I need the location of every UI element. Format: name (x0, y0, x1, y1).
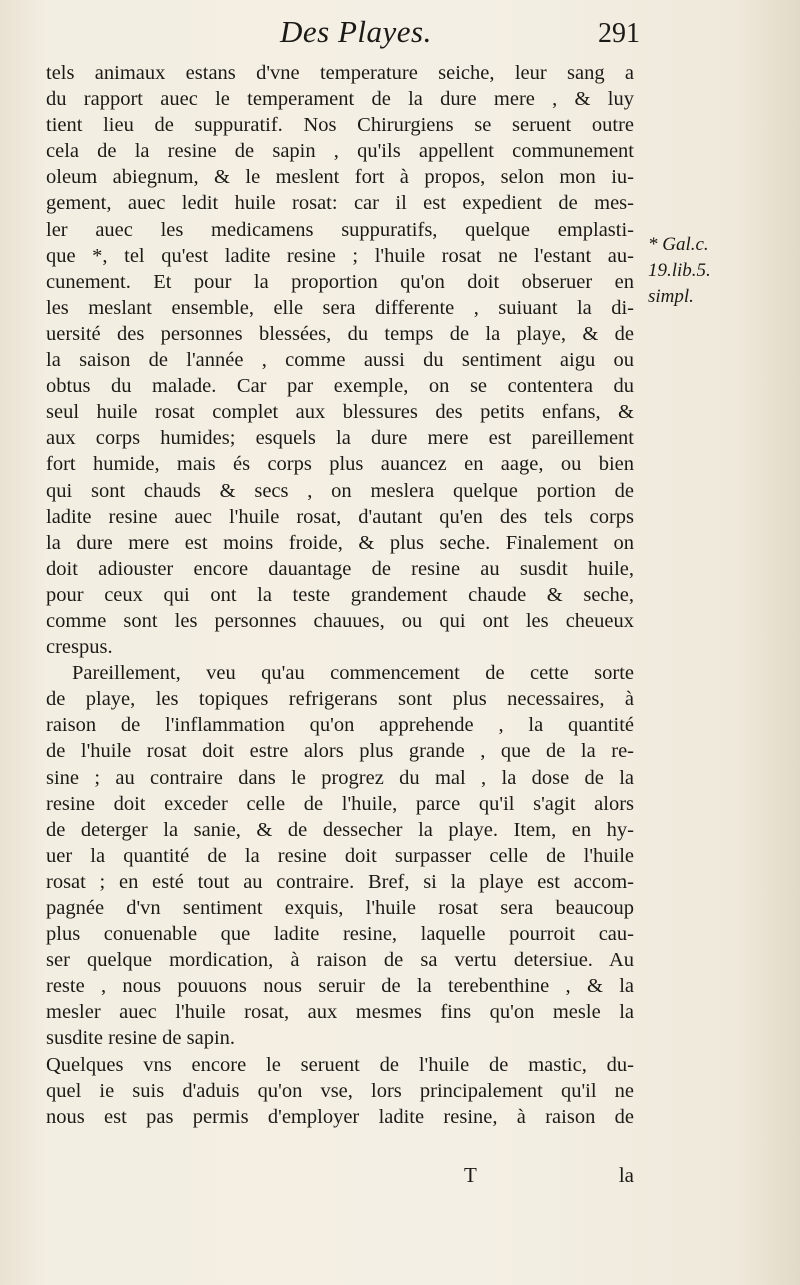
page-number: 291 (598, 18, 640, 49)
text-line: fort humide, mais és corps plus auancez en aage, ou bien (46, 453, 634, 476)
text-line: plus conuenable que ladite resine, laquelle pourroit cau- (46, 923, 634, 946)
text-line: comme sont les personnes chauues, ou qui ont les cheueux (46, 609, 634, 632)
signature-mark: T (464, 1163, 477, 1187)
text-line: ladite resine auec l'huile rosat, d'autant qu'en des tels corps (46, 505, 634, 528)
margin-note (648, 232, 768, 310)
text-line: resine doit exceder celle de l'huile, parce qu'il s'agit alors (46, 792, 634, 815)
text-line: les meslant ensemble, elle sera differente , suiuant la di- (46, 296, 634, 319)
margin-note-line: * Gal.c. (648, 234, 709, 255)
catchword: la (618, 1163, 634, 1187)
text-line: susdite resine de sapin. (46, 1027, 236, 1050)
text-line: uersité des personnes blessées, du temps de la playe, & de (46, 322, 634, 345)
text-line: de deterger la sanie, & de dessecher la playe. Item, en hy- (46, 818, 634, 841)
text-line: crespus. (46, 636, 113, 659)
margin-note-line: simpl. (648, 286, 694, 307)
text-line: seul huile rosat complet aux blessures des petits enfans, & (46, 401, 634, 424)
text-line: ser quelque mordication, à raison de sa vertu detersiue. Au (46, 949, 634, 972)
text-line: uer la quantité de la resine doit surpasser celle de l'huile (46, 844, 634, 867)
text-line: de l'huile rosat doit estre alors plus grande , que de la re- (46, 740, 634, 763)
page-header (40, 10, 640, 56)
text-line: reste , nous pouuons nous seruir de la terebenthine , & la (46, 975, 634, 998)
text-line: cunement. Et pour la proportion qu'on doit obseruer en (46, 270, 634, 293)
text-line: ler auec les medicamens suppuratifs, quelque emplasti- (46, 218, 634, 241)
text-line: la saison de l'année , comme aussi du sentiment aigu ou (46, 349, 634, 372)
text-line: du rapport auec le temperament de la dure mere , & luy (46, 88, 634, 111)
text-line: Quelques vns encore le seruent de l'huile de mastic, du- (46, 1053, 634, 1076)
text-line: rosat ; en esté tout au contraire. Bref, si la playe est accom- (46, 870, 634, 893)
text-line: doit adiouster encore dauantage de resine au susdit huile, (46, 557, 634, 580)
text-line: nous est pas permis d'employer ladite resine, à raison de (46, 1105, 634, 1128)
text-line: raison de l'inflammation qu'on apprehende , la quantité (46, 714, 634, 737)
text-line: que *, tel qu'est ladite resine ; l'huile rosat ne l'estant au- (46, 244, 634, 267)
text-line: oleum abiegnum, & le meslent fort à propos, selon mon iu- (46, 166, 634, 189)
text-line: quel ie suis d'aduis qu'on vse, lors principalement qu'il ne (46, 1079, 634, 1102)
text-line: aux corps humides; esquels la dure mere est pareillement (46, 427, 634, 450)
text-line: mesler auec l'huile rosat, aux mesmes fins qu'on mesle la (46, 1001, 634, 1024)
text-line: gement, auec ledit huile rosat: car il est expedient de mes- (46, 192, 634, 215)
margin-note-line: 19.lib.5. (648, 260, 711, 281)
text-line: tels animaux estans d'vne temperature seiche, leur sang a (46, 62, 634, 84)
text-line: sine ; au contraire dans le progrez du mal , la dose de la (46, 766, 634, 789)
text-line: tient lieu de suppuratif. Nos Chirurgiens se seruent outre (46, 114, 634, 137)
text-line: qui sont chauds & secs , on meslera quelque portion de (46, 479, 634, 502)
text-line: obtus du malade. Car par exemple, on se contentera du (46, 375, 634, 398)
page-footer (46, 1163, 634, 1193)
running-title: Des Playes. (280, 14, 432, 49)
text-line: la dure mere est moins froide, & plus seche. Finalement on (46, 531, 634, 554)
text-line: Pareillement, veu qu'au commencement de cette sorte (72, 662, 634, 685)
text-line: de playe, les topiques refrigerans sont plus necessaires, à (46, 688, 634, 711)
body-text (46, 60, 634, 1130)
text-line: pagnée d'vn sentiment exquis, l'huile rosat sera beaucoup (46, 897, 634, 919)
text-line: cela de la resine de sapin , qu'ils appellent communement (46, 140, 634, 163)
text-line: pour ceux qui ont la teste grandement chaude & seche, (46, 583, 634, 606)
